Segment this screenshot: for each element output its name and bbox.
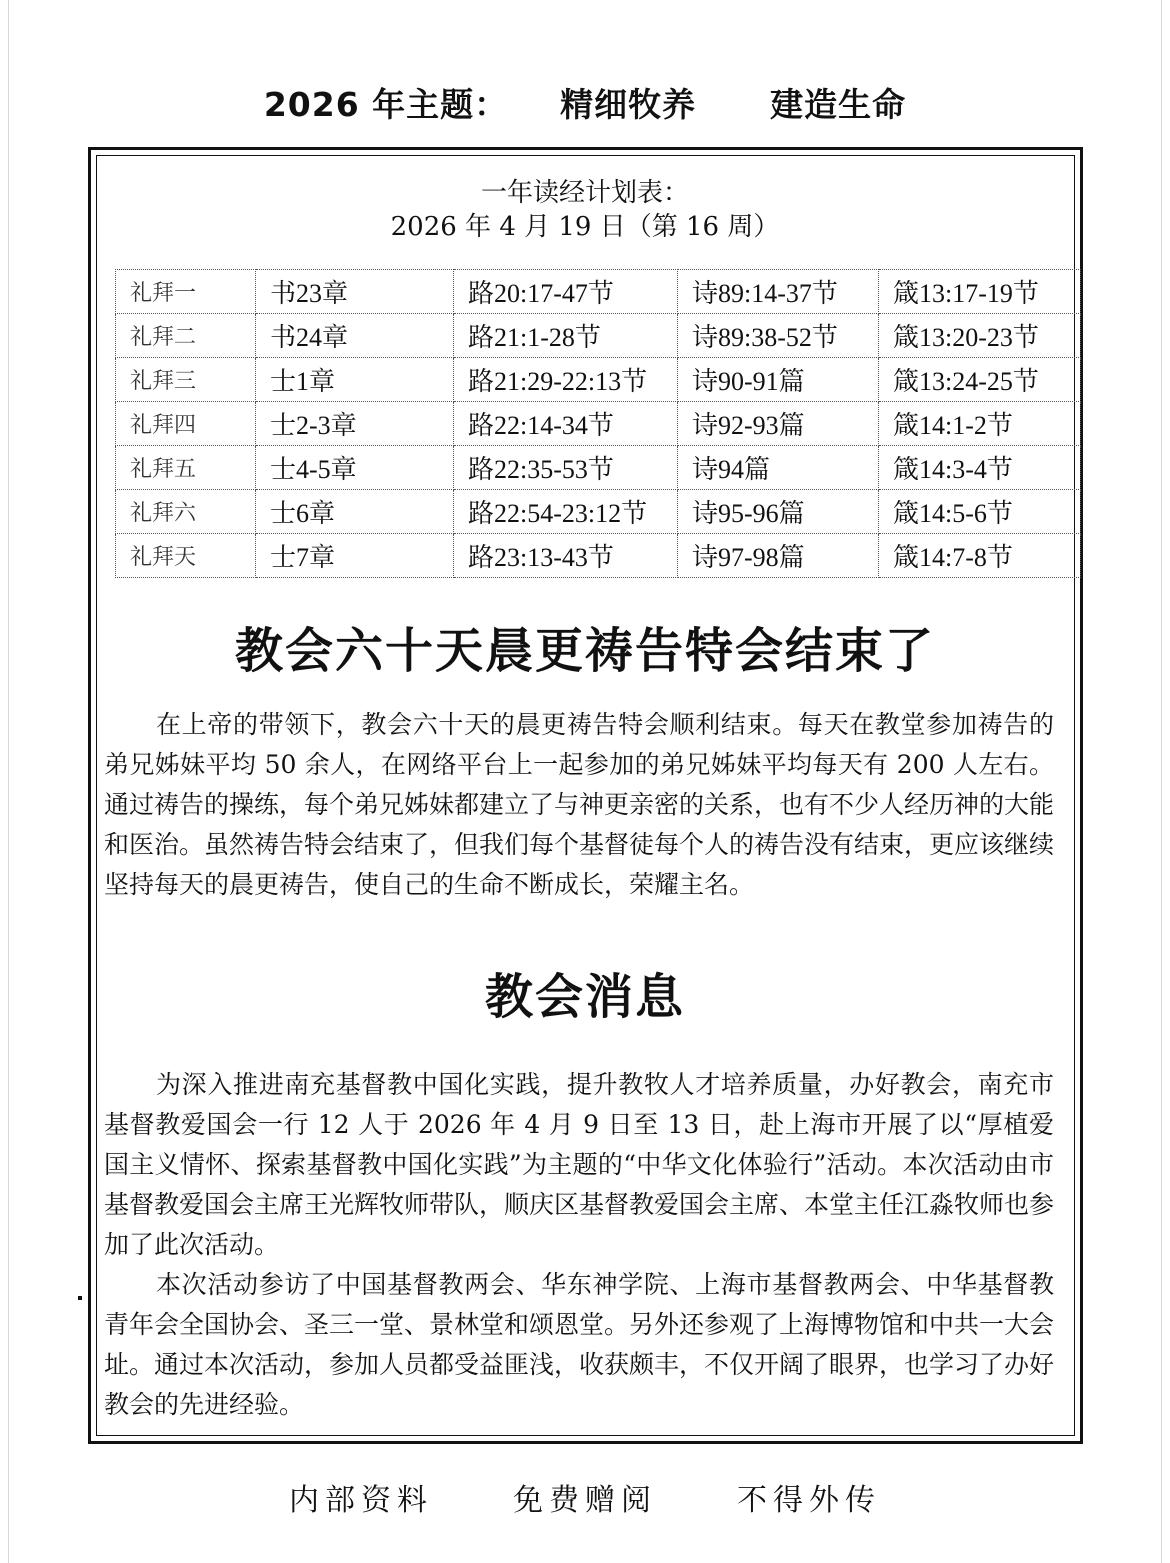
table-row: [116, 270, 1081, 314]
theme-header: [0, 72, 1170, 132]
reading-cell: 箴14:3-4节: [879, 446, 1081, 490]
reading-plan-date: 2026 年 4 月 19 日（第 16 周）: [390, 212, 780, 242]
day-cell: 礼拜六: [116, 490, 256, 534]
reading-cell: 箴13:17-19节: [879, 270, 1081, 314]
reading-plan-table: [115, 269, 1081, 578]
reading-cell: 诗94篇: [678, 446, 879, 490]
day-cell: 礼拜四: [116, 402, 256, 446]
theme-label: 2026 年主题：: [263, 84, 509, 124]
table-row: [116, 314, 1081, 358]
table-row: [116, 358, 1081, 402]
reading-cell: 箴13:20-23节: [879, 314, 1081, 358]
reading-cell: 路22:54-23:12节: [454, 490, 678, 534]
day-cell: 礼拜五: [116, 446, 256, 490]
reading-cell: 箴13:24-25节: [879, 358, 1081, 402]
reading-cell: 士4-5章: [256, 446, 454, 490]
theme-part-2: 建造生命: [770, 84, 907, 124]
reading-cell: 诗90-91篇: [678, 358, 879, 402]
reading-cell: 书23章: [256, 270, 454, 314]
reading-cell: 路22:35-53节: [454, 446, 678, 490]
page-edge-left: [8, 0, 9, 1563]
reading-cell: 士7章: [256, 534, 454, 578]
day-cell: 礼拜一: [116, 270, 256, 314]
reading-cell: 士6章: [256, 490, 454, 534]
stray-dot: [78, 1296, 82, 1300]
reading-cell: 诗95-96篇: [678, 490, 879, 534]
reading-cell: 士2-3章: [256, 402, 454, 446]
footer-internal-material: 内部资料: [289, 1483, 433, 1518]
reading-cell: 路22:14-34节: [454, 402, 678, 446]
reading-cell: 士1章: [256, 358, 454, 402]
reading-cell: 诗92-93篇: [678, 402, 879, 446]
reading-cell: 诗89:38-52节: [678, 314, 879, 358]
page-edge-right: [1161, 0, 1162, 1563]
reading-cell: 箴14:7-8节: [879, 534, 1081, 578]
reading-cell: 箴14:5-6节: [879, 490, 1081, 534]
theme-part-1: 精细牧养: [560, 84, 697, 124]
day-cell: 礼拜二: [116, 314, 256, 358]
reading-cell: 诗89:14-37节: [678, 270, 879, 314]
church-news-paragraph-2: 本次活动参访了中国基督教两会、华东神学院、上海市基督教两会、中华基督教青年会全国协会、圣三一堂、景林堂和颂恩堂。另外还参观了上海博物馆和中共一大会址。通过本次活动，参加人员都受益匪浅，收获颇丰，不仅开阔了眼界，也学习了办好教会的先进经验。: [104, 1270, 1055, 1419]
table-row: [116, 446, 1081, 490]
reading-cell: 箴14:1-2节: [879, 402, 1081, 446]
reading-cell: 路21:29-22:13节: [454, 358, 678, 402]
article-title-church-news: 教会消息: [484, 969, 685, 1025]
footer-notice: [0, 1475, 1170, 1519]
reading-cell: 路21:1-28节: [454, 314, 678, 358]
reading-cell: 诗97-98篇: [678, 534, 879, 578]
reading-cell: 路23:13-43节: [454, 534, 678, 578]
reading-cell: 路20:17-47节: [454, 270, 678, 314]
church-news-paragraph-1: 为深入推进南充基督教中国化实践，提升教牧人才培养质量，办好教会，南充市基督教爱国会一行 12 人于 2026 年 4 月 9 日至 13 日，赴上海市开展了以“厚植爱国主义情怀、探索基督教中国化实践”为主题的“中华文化体验行”活动。本次活动由市基督教爱国会主席王光辉牧师带队，顺庆区基督教爱国会主席、本堂主任江淼牧师也参加了此次活动。: [104, 1070, 1055, 1259]
table-row: [116, 402, 1081, 446]
reading-plan-title: 一年读经计划表：: [480, 178, 689, 208]
day-cell: 礼拜三: [116, 358, 256, 402]
table-row: [116, 534, 1081, 578]
day-cell: 礼拜天: [116, 534, 256, 578]
footer-no-circulation: 不得外传: [737, 1483, 881, 1518]
article-body-prayer-meeting: 在上帝的带领下，教会六十天的晨更祷告特会顺利结束。每天在教堂参加祷告的弟兄姊妹平均 50 余人，在网络平台上一起参加的弟兄姊妹平均每天有 200 人左右。通过祷告的操练，每个弟兄姊妹都建立了与神更亲密的关系，也有不少人经历神的大能和医治。虽然祷告特会结束了，但我们每个基督徒每个人的祷告没有结束，更应该继续坚持每天的晨更祷告，使自己的生命不断成长，荣耀主名。: [104, 710, 1055, 899]
article-title-prayer-meeting: 教会六十天晨更祷告特会结束了: [234, 623, 935, 679]
reading-cell: 书24章: [256, 314, 454, 358]
footer-free-distribution: 免费赠阅: [513, 1483, 657, 1518]
table-row: [116, 490, 1081, 534]
